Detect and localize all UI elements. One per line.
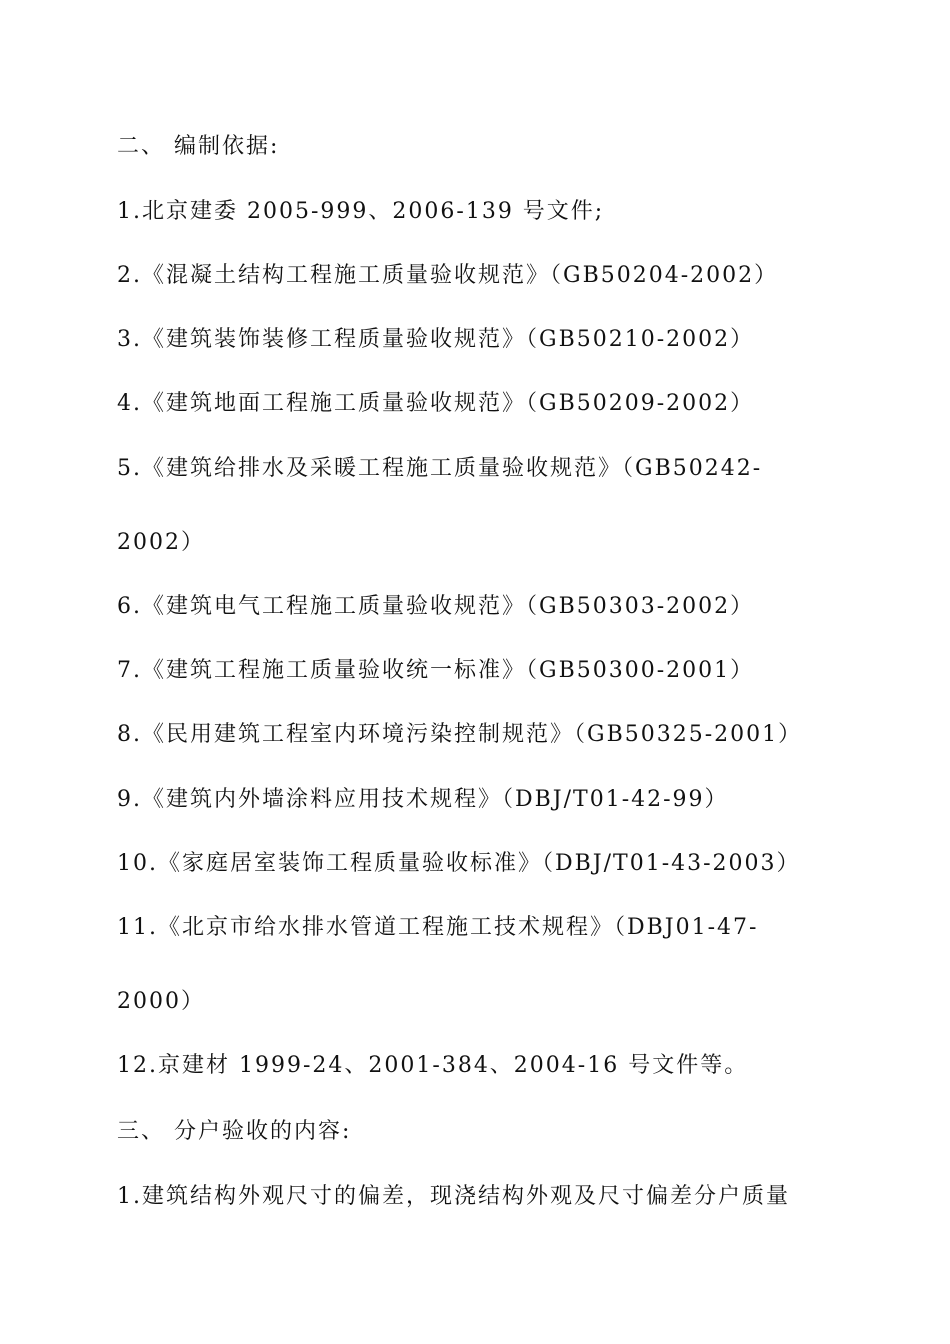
list-item: 11.《北京市给水排水管道工程施工技术规程》（DBJ01-47- — [117, 915, 759, 940]
list-item: 1.建筑结构外观尺寸的偏差，现浇结构外观及尺寸偏差分户质量 — [117, 1184, 790, 1209]
list-item: 4.《建筑地面工程施工质量验收规范》（GB50209-2002） — [117, 391, 755, 416]
list-item: 2.《混凝土结构工程施工质量验收规范》（GB50204-2002） — [117, 263, 779, 288]
list-item: 1.北京建委 2005-999、2006-139 号文件; — [117, 199, 605, 224]
list-item: 9.《建筑内外墙涂料应用技术规程》（DBJ/T01-42-99） — [117, 787, 729, 812]
list-item-continuation: 2000） — [117, 989, 205, 1014]
list-item: 8.《民用建筑工程室内环境污染控制规范》（GB50325-2001） — [117, 722, 803, 747]
list-item: 10.《家庭居室装饰工程质量验收标准》（DBJ/T01-43-2003） — [117, 851, 801, 876]
list-item: 3.《建筑装饰装修工程质量验收规范》（GB50210-2002） — [117, 327, 755, 352]
list-item-continuation: 2002） — [117, 530, 205, 555]
list-item: 6.《建筑电气工程施工质量验收规范》（GB50303-2002） — [117, 594, 755, 619]
section-heading-content: 三、 分户验收的内容: — [117, 1119, 352, 1144]
list-item: 5.《建筑给排水及采暖工程施工质量验收规范》（GB50242- — [117, 456, 763, 481]
list-item: 7.《建筑工程施工质量验收统一标准》（GB50300-2001） — [117, 658, 755, 683]
list-item: 12.京建材 1999-24、2001-384、2004-16 号文件等。 — [117, 1053, 749, 1078]
section-heading-basis: 二、 编制依据: — [117, 134, 280, 159]
